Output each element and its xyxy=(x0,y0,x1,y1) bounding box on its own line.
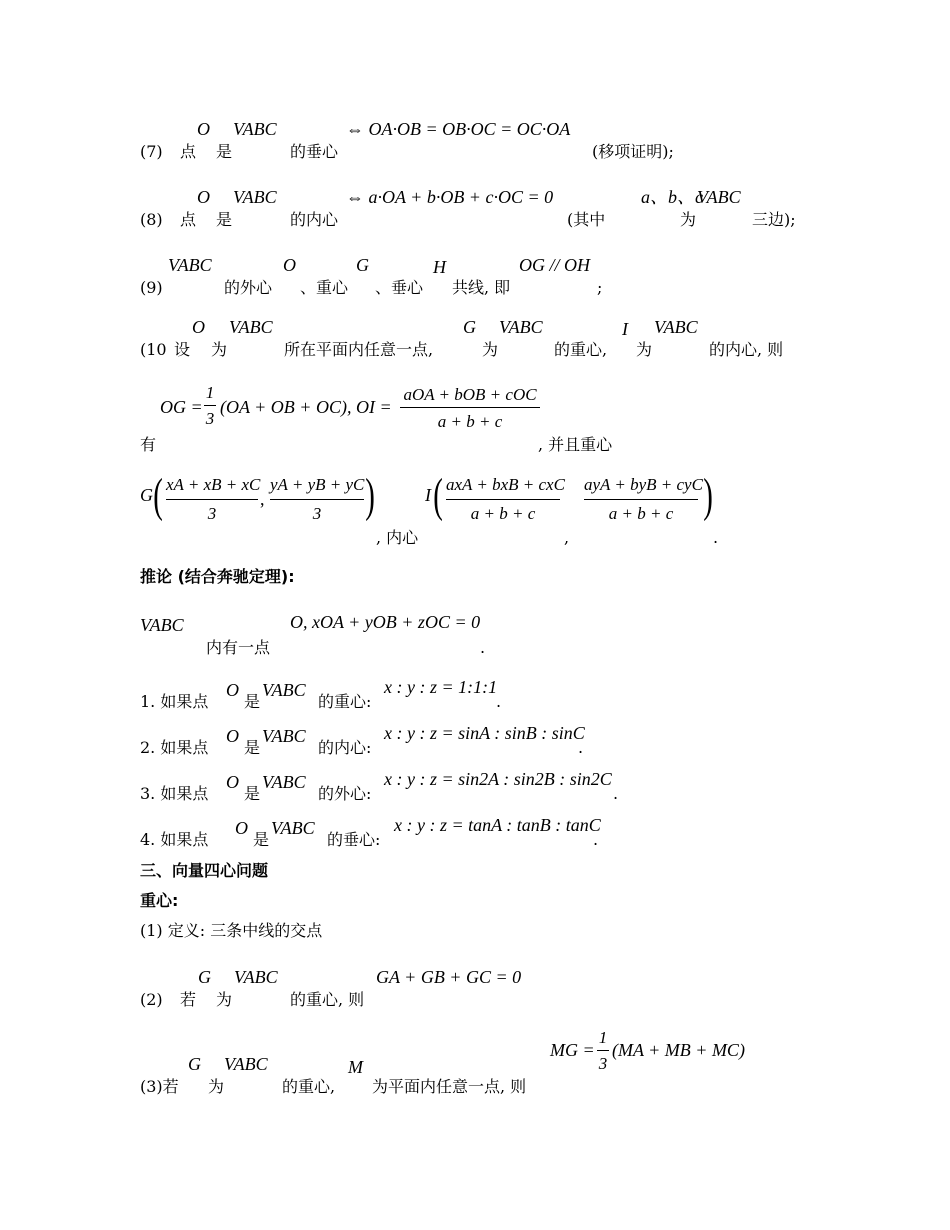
triangle-abc: VABC xyxy=(499,317,543,337)
numerator: yA + yB + yC xyxy=(270,475,365,494)
comma: , xyxy=(260,489,265,509)
text: 为 xyxy=(211,340,228,359)
oi-fraction xyxy=(400,386,540,430)
text: 的重心, xyxy=(554,340,608,359)
triangle-abc: VABC xyxy=(233,187,277,207)
fraction-bar xyxy=(597,1050,609,1051)
triangle-abc: VABC xyxy=(234,967,278,987)
numerator: 1 xyxy=(205,383,215,402)
denominator: 3 xyxy=(312,504,322,523)
text: 的外心 xyxy=(224,278,273,297)
item-prefix: 4. 如果点 xyxy=(140,830,209,849)
collinear-formula: OG // OH xyxy=(519,255,590,275)
text: 共线, 即 xyxy=(452,278,511,297)
triangle-abc: VABC xyxy=(262,726,306,746)
text: 设 xyxy=(174,340,191,359)
text: 的内心, 则 xyxy=(709,340,784,359)
point-g: G xyxy=(198,967,211,987)
point-o: O xyxy=(192,317,205,337)
fraction-bar xyxy=(446,499,560,500)
fraction-bar xyxy=(584,499,698,500)
denominator: a + b + c xyxy=(437,412,503,431)
text: 是 xyxy=(244,738,261,757)
text: 为 xyxy=(636,340,653,359)
text: , xyxy=(564,528,570,547)
triangle-abc: VABC xyxy=(697,187,741,207)
text: 的垂心: xyxy=(327,830,381,849)
text: . xyxy=(578,738,584,757)
item-number: (3)若 xyxy=(140,1077,179,1096)
text: 、垂心 xyxy=(375,278,424,297)
point-g: G xyxy=(356,255,369,275)
text: . xyxy=(593,830,599,849)
numerator: ayA + byB + cyC xyxy=(584,475,703,494)
fraction-bar xyxy=(270,499,364,500)
ix-fraction xyxy=(446,475,565,524)
item-number: (9) xyxy=(140,278,163,297)
point-o: O xyxy=(226,726,239,746)
incenter-formula: ⇔ a·OA + b·OB + c·OC = 0 xyxy=(346,187,554,207)
point-o: O xyxy=(197,119,210,139)
triangle-abc: VABC xyxy=(224,1054,268,1074)
denominator: 3 xyxy=(598,1054,608,1073)
text: . xyxy=(713,528,719,547)
text: 点 xyxy=(180,142,197,161)
text: 是 xyxy=(216,142,233,161)
item-number: (7) xyxy=(140,142,163,161)
ratio-formula: x : y : z = 1:1:1 xyxy=(384,677,498,697)
text: 的内心: xyxy=(318,738,372,757)
text: 所在平面内任意一点, xyxy=(284,340,434,359)
text: 、重心 xyxy=(300,278,349,297)
side-lengths: a、b、c xyxy=(641,187,703,207)
text: 的垂心 xyxy=(290,142,339,161)
benz-formula: O, xOA + yOB + zOC = 0 xyxy=(290,612,481,632)
fraction-bar xyxy=(400,407,540,408)
text: 若 xyxy=(180,990,197,1009)
left-paren: ( xyxy=(153,469,163,522)
point-g: G xyxy=(140,485,153,505)
text: 为 xyxy=(482,340,499,359)
definition-text: (1) 定义: 三条中线的交点 xyxy=(140,921,323,940)
text: (移项证明); xyxy=(592,142,674,161)
one-third-fraction xyxy=(204,384,216,428)
fraction-bar xyxy=(204,405,216,406)
text: 有 xyxy=(140,435,157,454)
triangle-abc: VABC xyxy=(168,255,212,275)
denominator: 3 xyxy=(207,504,217,523)
triangle-abc: VABC xyxy=(262,772,306,792)
item-number: (2) xyxy=(140,990,163,1009)
point-m: M xyxy=(348,1057,363,1077)
text: 点 xyxy=(180,210,197,229)
text: 是 xyxy=(244,692,261,711)
triangle-abc: VABC xyxy=(654,317,698,337)
og-rest: (OA + OB + OC), OI = xyxy=(220,397,392,417)
text: (其中 xyxy=(567,210,606,229)
text: 的重心, 则 xyxy=(290,990,365,1009)
text: ; xyxy=(597,278,603,297)
point-o: O xyxy=(283,255,296,275)
corollary-heading: 推论 (结合奔驰定理): xyxy=(140,567,295,586)
triangle-abc: VABC xyxy=(233,119,277,139)
text: 为 xyxy=(680,210,697,229)
item-number: (10 xyxy=(140,340,167,359)
point-o: O xyxy=(226,680,239,700)
text: . xyxy=(496,692,502,711)
fraction-bar xyxy=(166,499,258,500)
point-g: G xyxy=(188,1054,201,1074)
numerator: aOA + bOB + cOC xyxy=(403,385,537,404)
mg-rest: (MA + MB + MC) xyxy=(612,1040,745,1060)
ratio-formula: x : y : z = tanA : tanB : tanC xyxy=(394,815,601,835)
section-heading: 三、向量四心问题 xyxy=(140,861,269,880)
centroid-formula: GA + GB + GC = 0 xyxy=(376,967,522,987)
triangle-abc: VABC xyxy=(271,818,315,838)
numerator: xA + xB + xC xyxy=(166,475,261,494)
text: , 并且重心 xyxy=(538,435,613,454)
numerator: axA + bxB + cxC xyxy=(446,475,565,494)
text: 的重心: xyxy=(318,692,372,711)
point-o: O xyxy=(235,818,248,838)
triangle-abc: VABC xyxy=(140,615,184,635)
item-prefix: 3. 如果点 xyxy=(140,784,209,803)
text: , 内心 xyxy=(376,528,419,547)
text: 的外心: xyxy=(318,784,372,803)
text: 内有一点 xyxy=(206,638,271,657)
item-number: (8) xyxy=(140,210,163,229)
numerator: 1 xyxy=(598,1028,608,1047)
orthocenter-formula: ⇔ OA·OB = OB·OC = OC·OA xyxy=(346,119,571,139)
item-prefix: 1. 如果点 xyxy=(140,692,209,711)
ratio-formula: x : y : z = sin2A : sin2B : sin2C xyxy=(384,769,612,789)
item-prefix: 2. 如果点 xyxy=(140,738,209,757)
gx-fraction xyxy=(166,475,261,524)
og-lhs: OG = xyxy=(160,397,203,417)
denominator: a + b + c xyxy=(608,504,674,523)
denominator: 3 xyxy=(205,409,215,428)
text: 的重心, xyxy=(282,1077,336,1096)
text: 为平面内任意一点, 则 xyxy=(372,1077,527,1096)
text: 是 xyxy=(216,210,233,229)
denominator: a + b + c xyxy=(470,504,536,523)
point-i: I xyxy=(425,485,431,505)
point-i: I xyxy=(622,319,628,339)
one-third-fraction xyxy=(597,1029,609,1073)
text: 三边); xyxy=(752,210,796,229)
point-o: O xyxy=(226,772,239,792)
point-o: O xyxy=(197,187,210,207)
gy-fraction xyxy=(270,476,364,524)
text: 是 xyxy=(244,784,261,803)
text: . xyxy=(480,638,486,657)
text: 为 xyxy=(216,990,233,1009)
triangle-abc: VABC xyxy=(262,680,306,700)
point-g: G xyxy=(463,317,476,337)
text: 的内心 xyxy=(290,210,339,229)
text: 为 xyxy=(208,1077,225,1096)
text: . xyxy=(613,784,619,803)
iy-fraction xyxy=(584,475,703,524)
triangle-abc: VABC xyxy=(229,317,273,337)
ratio-formula: x : y : z = sinA : sinB : sinC xyxy=(384,723,585,743)
subsection-heading: 重心: xyxy=(140,891,179,910)
left-paren: ( xyxy=(433,469,443,522)
right-paren: ) xyxy=(703,469,713,522)
text: 是 xyxy=(253,830,270,849)
mg-lhs: MG = xyxy=(550,1040,595,1060)
point-h: H xyxy=(433,257,446,277)
right-paren: ) xyxy=(365,469,375,522)
